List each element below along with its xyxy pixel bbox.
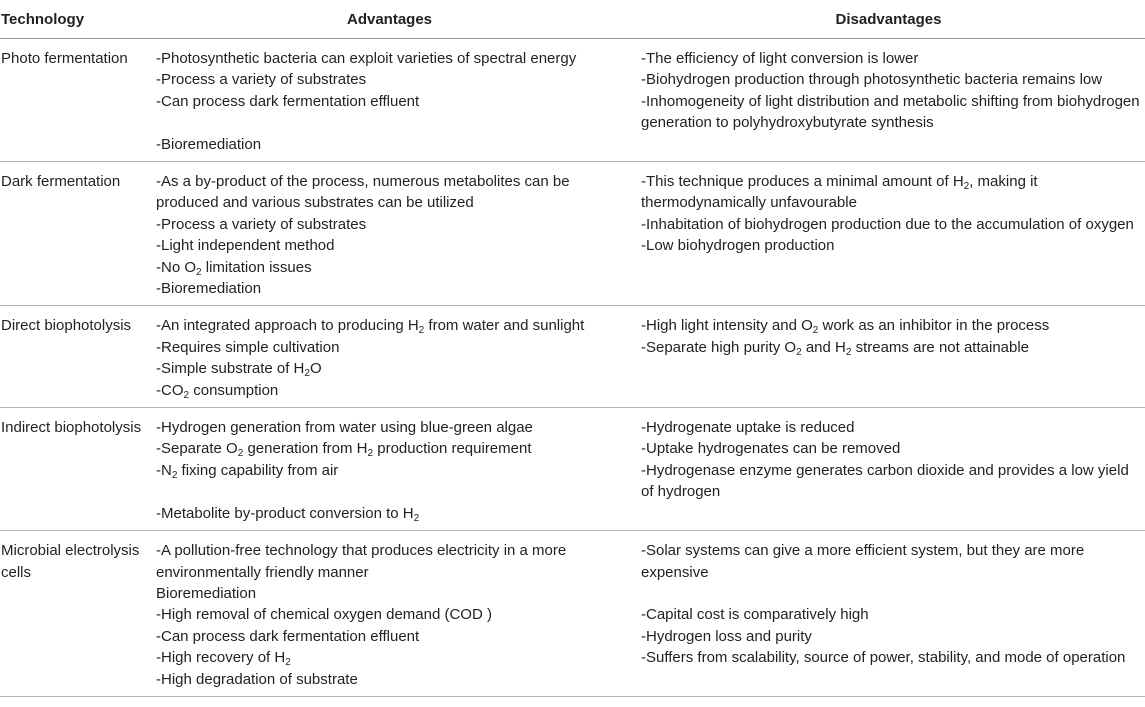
header-disadvantages: Disadvantages — [632, 0, 1145, 39]
table-row — [0, 408, 1145, 531]
technology-cell: Microbial electrolysis cells — [0, 531, 147, 697]
disadvantage-item: -Inhomogeneity of light distribution and metabolic shifting from biohydrogen generation to polyhydroxybutyrate synthesis — [641, 92, 1140, 132]
advantage-item: -Simple substrate of $H_2O$ — [156, 360, 322, 380]
disadvantage-item — [641, 583, 1145, 604]
advantage-item: -Can process dark fermentation effluent — [156, 92, 420, 110]
disadvantage-item: -Low biohydrogen production — [641, 237, 835, 255]
advantage-item: $-CO_2$ consumption — [156, 381, 279, 401]
table-row — [0, 39, 1145, 162]
advantage-item — [156, 481, 632, 502]
disadvantage-item: -Biohydrogen production through photosynthetic bacteria remains low — [641, 71, 1103, 89]
advantage-item: -An integrated approach to producing $H_2$ from water and sunlight — [156, 317, 585, 337]
header-row — [0, 0, 1145, 39]
advantage-item: -As a by-product of the process, numerous metabolites can be produced and various substrates can be utilized — [156, 173, 570, 212]
advantage-item: -Process a variety of substrates — [156, 215, 367, 233]
disadvantages-cell — [632, 306, 1145, 408]
technology-cell: Indirect biophotolysis — [0, 408, 147, 531]
advantages-cell — [147, 162, 632, 306]
advantage-item: -A pollution-free technology that produces electricity in a more environmentally friendly manner — [156, 542, 567, 581]
disadvantage-item: -This technique produces a minimal amount of $H_2$, making it thermodynamically unfavourable — [641, 173, 1038, 212]
disadvantage-item: -Solar systems can give a more efficient system, but they are more expensive — [641, 542, 1085, 581]
disadvantage-item: -Hydrogenate uptake is reduced — [641, 419, 855, 437]
disadvantages-cell — [632, 531, 1145, 697]
advantage-item: -Process a variety of substrates — [156, 71, 367, 89]
disadvantage-item: -Separate high purity $O_2$ and $H_2$ streams are not attainable — [641, 338, 1030, 358]
disadvantage-item: -Hydrogenase enzyme generates carbon dioxide and provides a low yield of hydrogen — [641, 461, 1129, 501]
advantages-cell — [147, 408, 632, 531]
disadvantages-cell — [632, 39, 1145, 162]
advantage-item: -Requires simple cultivation — [156, 338, 340, 356]
advantage-item: -Light independent method — [156, 237, 335, 255]
disadvantage-item: -Uptake hydrogenates can be removed — [641, 440, 901, 458]
table-row — [0, 531, 1145, 697]
advantage-item: -High removal of chemical oxygen demand (COD ) — [156, 606, 492, 624]
disadvantage-item: -Inhabitation of biohydrogen production due to the accumulation of oxygen — [641, 215, 1134, 233]
disadvantage-item: -High light intensity and $O_2$ work as an inhibitor in the process — [641, 317, 1050, 337]
table-row — [0, 162, 1145, 306]
advantages-cell — [147, 39, 632, 162]
advantage-item: -High recovery of $H_2$ — [156, 649, 291, 669]
advantage-item: -No $O_2$ limitation issues — [156, 258, 312, 278]
table-row — [0, 306, 1145, 408]
disadvantage-item: -Capital cost is comparatively high — [641, 606, 869, 624]
advantage-item: -Bioremediation — [156, 135, 262, 153]
table-body — [0, 39, 1145, 697]
advantage-item: -High degradation of substrate — [156, 670, 358, 688]
advantage-item: -Photosynthetic bacteria can exploit varieties of spectral energy — [156, 50, 577, 67]
disadvantages-cell — [632, 162, 1145, 306]
header-advantages: Advantages — [147, 0, 632, 39]
disadvantages-cell — [632, 408, 1145, 531]
technology-cell: Dark fermentation — [0, 162, 147, 306]
advantage-item: $-N_2$ fixing capability from air — [156, 461, 339, 481]
disadvantage-item: -Hydrogen loss and purity — [641, 627, 812, 645]
advantages-cell — [147, 531, 632, 697]
advantage-item: -Hydrogen generation from water using blue-green algae — [156, 419, 533, 437]
technology-cell: Photo fermentation — [0, 39, 147, 162]
advantage-item: -Separate $O_2$ generation from $H_2$ production requirement — [156, 440, 532, 460]
disadvantage-item: -Suffers from scalability, source of power, stability, and mode of operation — [641, 649, 1126, 667]
advantage-item — [156, 112, 632, 133]
advantage-item: Bioremediation — [156, 584, 257, 602]
header-technology: Technology — [0, 0, 147, 39]
advantage-item: -Bioremediation — [156, 280, 262, 298]
advantage-item: -Can process dark fermentation effluent — [156, 627, 420, 645]
disadvantage-item: -The efficiency of light conversion is lower — [641, 50, 919, 67]
advantage-item: -Metabolite by-product conversion to $H_2$ — [156, 504, 420, 524]
advantages-cell — [147, 306, 632, 408]
technology-cell: Direct biophotolysis — [0, 306, 147, 408]
